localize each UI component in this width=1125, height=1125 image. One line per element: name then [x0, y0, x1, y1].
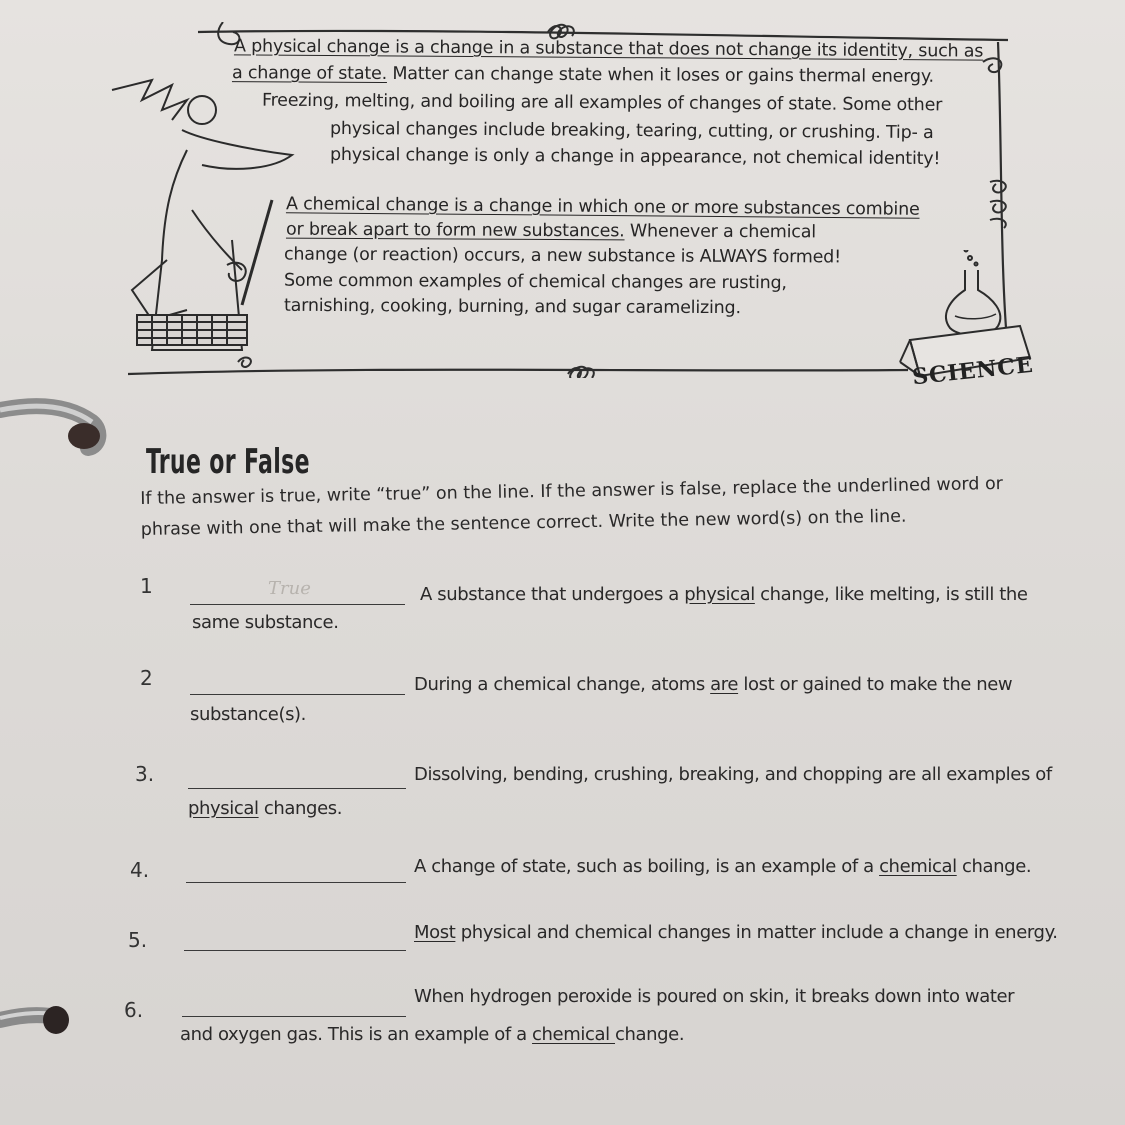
answer-blank[interactable]	[188, 788, 406, 789]
science-badge: SCIENCE	[910, 351, 1035, 391]
answer-blank[interactable]	[190, 694, 405, 695]
question-number: 4.	[130, 858, 150, 882]
question-number: 2	[140, 666, 153, 690]
question-text: When hydrogen peroxide is poured on skin, it breaks down into water	[414, 986, 1015, 1007]
question-number: 5.	[128, 928, 148, 952]
info-line-8: change (or reaction) occurs, a new substance is ALWAYS formed!	[283, 244, 841, 268]
answer-blank[interactable]	[184, 950, 406, 951]
question-text-cont: physical changes.	[188, 798, 343, 819]
question-text-cont: substance(s).	[190, 704, 307, 725]
info-line-7: or break apart to form new substances. Whenever a chemical	[285, 219, 816, 243]
answer-blank[interactable]	[190, 604, 405, 605]
question-text: Dissolving, bending, crushing, breaking, and chopping are all examples of	[414, 764, 1052, 785]
info-line-10: tarnishing, cooking, burning, and sugar caramelizing.	[283, 295, 741, 319]
question-number: 3.	[135, 762, 155, 786]
section-title: True or False	[146, 442, 310, 482]
info-line-2: a change of state. Matter can change state when it loses or gains thermal energy.	[231, 63, 934, 87]
pencil-answer: True	[268, 578, 311, 599]
info-line-5: physical change is only a change in appearance, not chemical identity!	[329, 144, 941, 170]
answer-blank[interactable]	[186, 882, 406, 883]
question-text-cont: same substance.	[192, 612, 339, 633]
info-line-4: physical changes include breaking, tearing, cutting, or crushing. Tip- a	[329, 118, 934, 144]
answer-blank[interactable]	[182, 1016, 406, 1017]
question-number: 1	[140, 574, 153, 598]
info-line-9: Some common examples of chemical changes are rusting,	[283, 270, 787, 294]
instructions-line-1: If the answer is true, write “true” on the line. If the answer is false, replace the underlined word or	[140, 473, 1004, 509]
instructions-line-2: phrase with one that will make the sentence correct. Write the new word(s) on the line.	[140, 506, 907, 540]
info-line-3: Freezing, melting, and boiling are all examples of changes of state. Some other	[261, 90, 943, 116]
info-line-6: A chemical change is a change in which one or more substances combine	[285, 194, 920, 220]
binder-ring-top-icon	[0, 392, 110, 472]
question-text: A substance that undergoes a physical change, like melting, is still the	[420, 584, 1028, 605]
question-text: A change of state, such as boiling, is an example of a chemical change.	[414, 856, 1032, 877]
question-text: During a chemical change, atoms are lost or gained to make the new	[414, 674, 1013, 695]
info-line-1: A physical change is a change in a substance that does not change its identity, such as	[233, 36, 984, 62]
question-text: Most physical and chemical changes in matter include a change in energy.	[414, 922, 1058, 943]
question-text-cont: and oxygen gas. This is an example of a chemical change.	[180, 1024, 685, 1045]
question-number: 6.	[124, 998, 144, 1022]
binder-ring-bottom-icon	[0, 996, 90, 1056]
